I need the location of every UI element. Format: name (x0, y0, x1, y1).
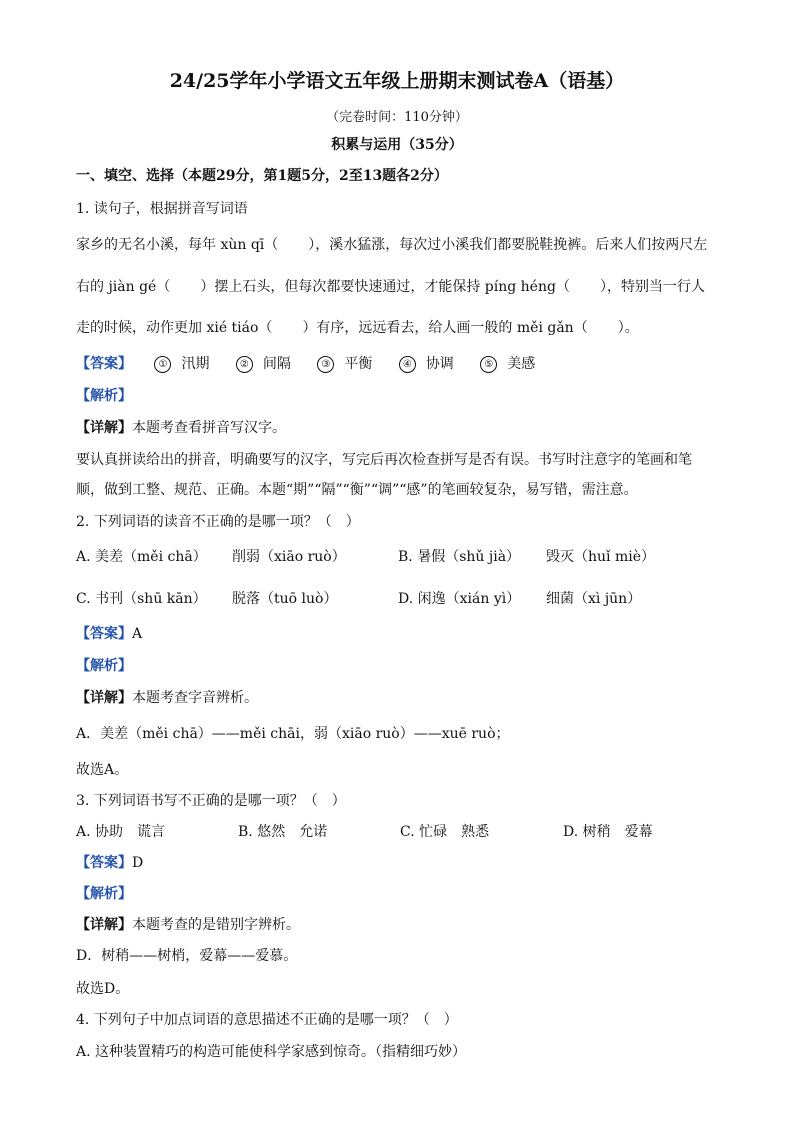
detail-tag: 【详解】 (76, 917, 132, 933)
q4-stem: 4. 下列句子中加点词语的意思描述不正确的是哪一项？（ ） (76, 1012, 458, 1028)
answer-number: ① (154, 356, 171, 373)
answer-number: ② (236, 356, 253, 373)
option-label: C. (400, 824, 415, 840)
option-label: B. (398, 549, 413, 565)
q2-option-a-word2: 削弱（xiāo ruò） (232, 549, 346, 565)
q3-answer: D (132, 855, 144, 871)
q1-answer-3 (317, 354, 372, 374)
detail-text: 本题考查的是错别字辨析。 (132, 917, 300, 933)
q2-detail (76, 688, 258, 708)
option-label: C. (76, 591, 91, 607)
option-word: 闲逸（xián yì） (417, 591, 521, 607)
q2-option-c-word2: 脱落（tuō luò） (232, 591, 338, 607)
q1-line1-a: 家乡的无名小溪，每年 xùn qī（ (76, 237, 279, 253)
q1-line2-c: ），特别当一行人 (599, 279, 705, 295)
answer-tag: 【答案】 (76, 626, 132, 642)
q1-explain-line-1: 要认真拼读给出的拼音，明确要写的汉字，写完后再次检查拼写是否有误。书写时注意字的笔画和笔 (76, 452, 692, 468)
option-label: A. (76, 824, 91, 840)
option-text: 悠然 允诺 (257, 824, 328, 840)
q2-option-c (76, 589, 207, 609)
analysis-tag: 【解析】 (76, 886, 132, 902)
q3-explain: D．树稍——树梢，爱幕——爱慕。 (76, 948, 298, 964)
answer-text: 美感 (507, 356, 536, 372)
q1-passage-line-3 (76, 318, 639, 338)
q3-option-c (400, 822, 489, 842)
q1-passage-line-1 (76, 235, 707, 255)
option-text: 忙碌 熟悉 (419, 824, 490, 840)
q1-answer-4 (399, 354, 454, 374)
q1-explain-line-2: 顺，做到工整、规范、正确。本题“期”“隔”“衡”“调”“感”的笔画较复杂，易写错，需注意。 (76, 482, 638, 498)
answer-text: 协调 (425, 356, 454, 372)
q2-option-b-word2: 毁灭（huǐ miè） (546, 549, 655, 565)
q2-explain: A．美差（měi chā）——měi chāi，弱（xiāo ruò）——xuē ruò； (76, 726, 510, 742)
time-limit: （完卷时间：110分钟） (326, 110, 468, 125)
q1-line2-a: 右的 jiàn gé（ (76, 279, 171, 295)
option-label: A. (76, 549, 91, 565)
analysis-tag: 【解析】 (76, 388, 132, 404)
option-label: D. (398, 591, 414, 607)
q3-detail (76, 915, 300, 935)
q1-line2-b: ）摆上石头，但每次都要快速通过，才能保持 píng héng（ (200, 279, 570, 295)
q2-stem: 2. 下列词语的读音不正确的是哪一项？（ ） (76, 514, 360, 530)
q1-answer-1 (154, 354, 209, 374)
option-word: 美差（měi chā） (95, 549, 207, 565)
q3-answer-row (76, 853, 143, 873)
q2-answer: A (132, 626, 143, 642)
q2-option-b (398, 547, 520, 567)
q2-option-a (76, 547, 207, 567)
answer-tag: 【答案】 (76, 855, 132, 871)
q2-option-d-word2: 细菌（xì jūn） (546, 591, 642, 607)
q1-answer-row (76, 354, 535, 374)
q3-option-a (76, 822, 165, 842)
answer-number: ④ (399, 356, 416, 373)
q1-line3-b: ）有序，远远看去，给人画一般的 měi gǎn（ (302, 320, 588, 336)
q4-option-a: A. 这种装置精巧的构造可能使科学家感到惊奇。（指精细巧妙） (76, 1044, 467, 1060)
q1-stem: 1. 读句子，根据拼音写词语 (76, 201, 248, 217)
q1-line3-c: ）。 (617, 320, 639, 336)
option-text: 协助 谎言 (95, 824, 166, 840)
option-label: D. (563, 824, 579, 840)
answer-text: 间隔 (262, 356, 291, 372)
answer-tag: 【答案】 (76, 356, 132, 372)
option-text: 树稍 爱幕 (582, 824, 653, 840)
detail-tag: 【详解】 (76, 690, 132, 706)
option-word: 暑假（shǔ jià） (417, 549, 521, 565)
section-title: 积累与运用（35分） (331, 137, 463, 153)
detail-text: 本题考查字音辨析。 (132, 690, 258, 706)
answer-text: 平衡 (344, 356, 373, 372)
q2-conclusion: 故选A。 (76, 762, 129, 778)
answer-number: ③ (317, 356, 334, 373)
detail-tag: 【详解】 (76, 420, 132, 436)
option-word: 书刊（shū kān） (95, 591, 207, 607)
q1-answer-2 (236, 354, 291, 374)
page-title: 24/25学年小学语文五年级上册期末测试卷A（语基） (169, 70, 625, 92)
q1-answer-5 (480, 354, 535, 374)
q3-option-d (563, 822, 653, 842)
option-label: B. (238, 824, 253, 840)
q3-stem: 3. 下列词语书写不正确的是哪一项？（ ） (76, 793, 346, 809)
part1-heading: 一、填空、选择（本题29分，第1题5分，2至13题各2分） (76, 168, 448, 184)
q1-detail (76, 418, 286, 438)
q3-option-b (238, 822, 327, 842)
detail-text: 本题考查看拼音写汉字。 (132, 420, 286, 436)
q1-line3-a: 走的时候，动作更加 xié tiáo（ (76, 320, 273, 336)
answer-text: 汛期 (181, 356, 210, 372)
answer-number: ⑤ (480, 356, 497, 373)
q2-answer-row (76, 624, 142, 644)
q3-conclusion: 故选D。 (76, 981, 130, 997)
q1-line1-b: ），溪水猛涨，每次过小溪我们都要脱鞋挽裤。后来人们按两尺左 (308, 237, 708, 253)
q2-option-d (398, 589, 520, 609)
q1-passage-line-2 (76, 277, 705, 297)
analysis-tag: 【解析】 (76, 658, 132, 674)
